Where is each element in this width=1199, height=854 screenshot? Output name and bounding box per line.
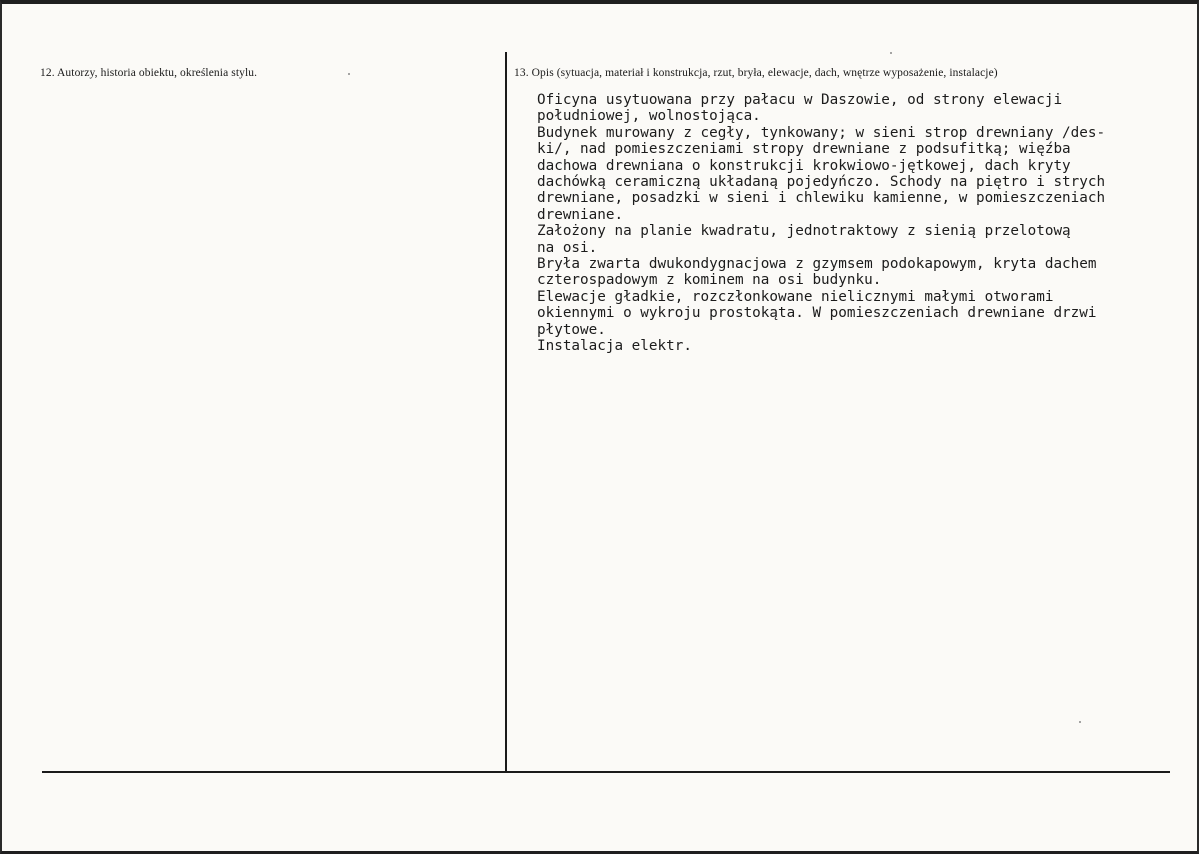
description-line: Budynek murowany z cegły, tynkowany; w sieni strop drewniany /des- — [537, 124, 1106, 141]
description-text — [537, 92, 1197, 355]
description-line: Oficyna usytuowana przy pałacu w Daszowie, od strony elewacji — [537, 92, 1063, 108]
description-line: czterospadowym z kominem na osi budynku. — [537, 272, 882, 289]
description-line: ki/, nad pomieszczeniami stropy drewniane z podsufitką; więźba — [537, 141, 1071, 158]
description-line: drewniane, posadzki w sieni i chlewiku kamienne, w pomieszczeniach — [537, 190, 1106, 207]
description-line: Bryła zwarta dwukondygnacjowa z gzymsem podokapowym, kryta dachem — [537, 256, 1097, 273]
paper-speck — [1079, 721, 1081, 723]
description-line: płytowe. — [537, 321, 606, 338]
bottom-rule — [42, 771, 1170, 773]
paper-speck — [890, 52, 892, 54]
section-13-label: 13. Opis (sytuacja, materiał i konstrukcja, rzut, bryła, elewacje, dach, wnętrze wyposażenie, instalacje) — [514, 67, 998, 79]
description-line: Instalacja elektr. — [537, 338, 692, 355]
section-12-label: 12. Autorzy, historia obiektu, określenia stylu. — [40, 67, 258, 79]
description-line: drewniane. — [537, 206, 624, 223]
description-line: na osi. — [537, 239, 598, 256]
description-line: Założony na planie kwadratu, jednotraktowy z sienią przelotową — [537, 223, 1071, 240]
description-line: dachówką ceramiczną układaną pojedyńczo. Schody na piętro i strych — [537, 174, 1106, 191]
description-line: Elewacje gładkie, rozczłonkowane nielicznymi małymi otworami — [537, 288, 1054, 305]
description-line: południowej, wolnostojąca. — [537, 108, 761, 125]
paper-speck — [348, 73, 350, 75]
description-line: okiennymi o wykroju prostokąta. W pomieszczeniach drewniane drzwi — [537, 305, 1097, 322]
description-line: dachowa drewniana o konstrukcji krokwiowo-jętkowej, dach kryty — [537, 157, 1071, 174]
column-divider — [505, 52, 507, 772]
